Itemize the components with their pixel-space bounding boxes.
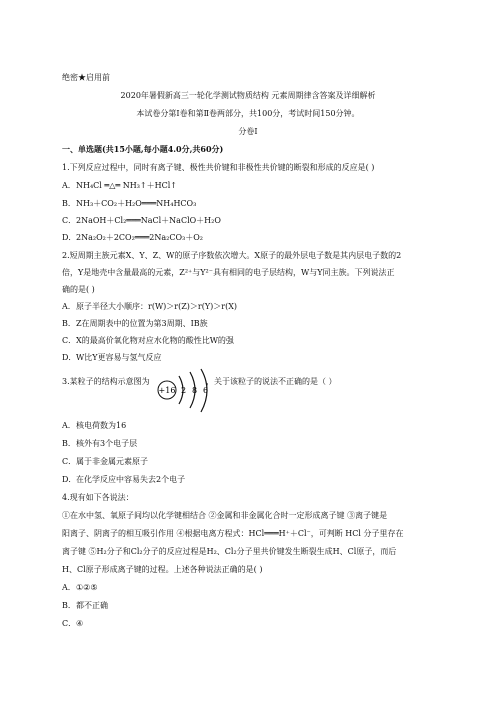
section-title: 一、单选题(共15小题,每小题4.0分,共60分) <box>62 144 224 154</box>
q4-option-a <box>62 581 98 594</box>
q1-option-c <box>62 214 221 227</box>
option-label: A． <box>62 181 76 190</box>
q4-option-b <box>62 599 108 612</box>
option-label: A． <box>62 583 76 592</box>
shell-electrons-1: 2 <box>181 386 187 395</box>
q2-stem-line1: 2.短周期主族元素X、Y、Z、W的原子序数依次增大。X原子的最外层电子数是其内层电子数的2 <box>62 251 402 260</box>
part-label: 分卷I <box>238 127 258 136</box>
q3-stem-post: ，关于该粒子的说法不正确的是（ ） <box>206 377 337 386</box>
option-text: W比Y更容易与氢气反应 <box>76 353 162 362</box>
option-label: B． <box>62 199 76 208</box>
option-text: NH₃＋CO₂＋H₂O═══NH₄HCO₃ <box>76 199 197 208</box>
q3-option-b <box>62 437 137 450</box>
nucleus-charge: +16 <box>158 386 176 395</box>
option-label: C． <box>62 336 77 345</box>
q4-option-c <box>62 617 83 630</box>
q2-stem-line3: 确的是( ) <box>62 285 95 294</box>
option-text: 在化学反应中容易失去2个电子 <box>76 475 186 484</box>
q1-stem: 1.下列反应过程中，同时有离子键、极性共价键和非极性共价键的断裂和形成的反应是( ) <box>62 163 375 172</box>
option-label: C． <box>62 216 77 225</box>
option-label: D． <box>62 475 77 484</box>
q1-option-d <box>62 231 203 244</box>
q3-option-d <box>62 473 185 486</box>
option-label: A． <box>62 302 76 311</box>
secret-label: 绝密★启用前 <box>62 73 110 82</box>
q3-option-a <box>62 419 126 432</box>
option-label: B． <box>62 601 76 610</box>
q4-stem: 4.现有如下各说法： <box>62 493 134 502</box>
option-text: NH₄Cl ═△═ NH₃↑＋HCl↑ <box>76 181 177 190</box>
q4-para-3: 离子键 ⑤H₂分子和Cl₂分子的反应过程是H₂、Cl₂分子里共价键发生断裂生成H、Cl原子，而后 <box>62 547 397 556</box>
shell-electrons-2: 8 <box>192 386 198 395</box>
option-text: ④ <box>76 619 84 628</box>
option-label: D． <box>62 353 77 362</box>
option-label: C． <box>62 457 77 466</box>
q4-para-1: ①在水中氢、氧原子间均以化学键相结合 ②金属和非金属化合时一定形成离子键 ③离子键是 <box>62 511 388 520</box>
q4-para-2: 阳离子、阴离子的相互吸引作用 ④根据电离方程式：HCl═══H⁺＋Cl⁻，可判断 HCl 分子里存在 <box>62 529 404 538</box>
q3-stem-pre: 3.某粒子的结构示意图为 <box>62 377 150 386</box>
paper-title: 2020年暑假新高三一轮化学测试物质结构 元素周期律含答案及详细解析 <box>120 91 376 100</box>
q4-para-4: H、Cl原子形成离子键的过程。上述各种说法正确的是( ) <box>62 565 263 574</box>
option-text: X的最高价氧化物对应水化物的酸性比W的强 <box>76 336 234 345</box>
option-text: 2Na₂O₂＋2CO₂═══2Na₂CO₃＋O₂ <box>76 233 203 242</box>
option-text: 2NaOH＋Cl₂═══NaCl＋NaClO＋H₂O <box>76 216 221 225</box>
q1-option-a <box>62 179 177 192</box>
option-text: 都不正确 <box>76 601 108 610</box>
q2-option-d <box>62 351 162 364</box>
option-text: ①②⑤ <box>76 583 98 592</box>
option-label: B． <box>62 439 76 448</box>
option-text: 核外有3个电子层 <box>76 439 138 448</box>
option-label: B． <box>62 319 76 328</box>
q2-option-c <box>62 334 234 347</box>
option-label: C． <box>62 619 77 628</box>
q1-option-b <box>62 197 196 210</box>
option-label: A． <box>62 421 76 430</box>
option-text: 属于非金属元素原子 <box>76 457 148 466</box>
option-text: 核电荷数为16 <box>76 421 127 430</box>
shell-electrons-3: 6 <box>203 386 209 395</box>
option-label: D． <box>62 233 77 242</box>
option-text: 原子半径大小顺序：r(W)＞r(Z)＞r(Y)＞r(X) <box>76 302 238 311</box>
q2-stem-line2: 倍，Y是地壳中含量最高的元素，Z²⁺与Y²⁻具有相同的电子层结构，W与Y同主族。下列说法正 <box>62 268 395 277</box>
paper-info: 本试卷分第Ⅰ卷和第Ⅱ卷两部分，共100分，考试时间150分钟。 <box>136 109 360 118</box>
q3-option-c <box>62 455 148 468</box>
q2-option-b <box>62 317 208 330</box>
option-text: Z在周期表中的位置为第3周期、IB族 <box>76 319 208 328</box>
q2-option-a <box>62 300 237 313</box>
